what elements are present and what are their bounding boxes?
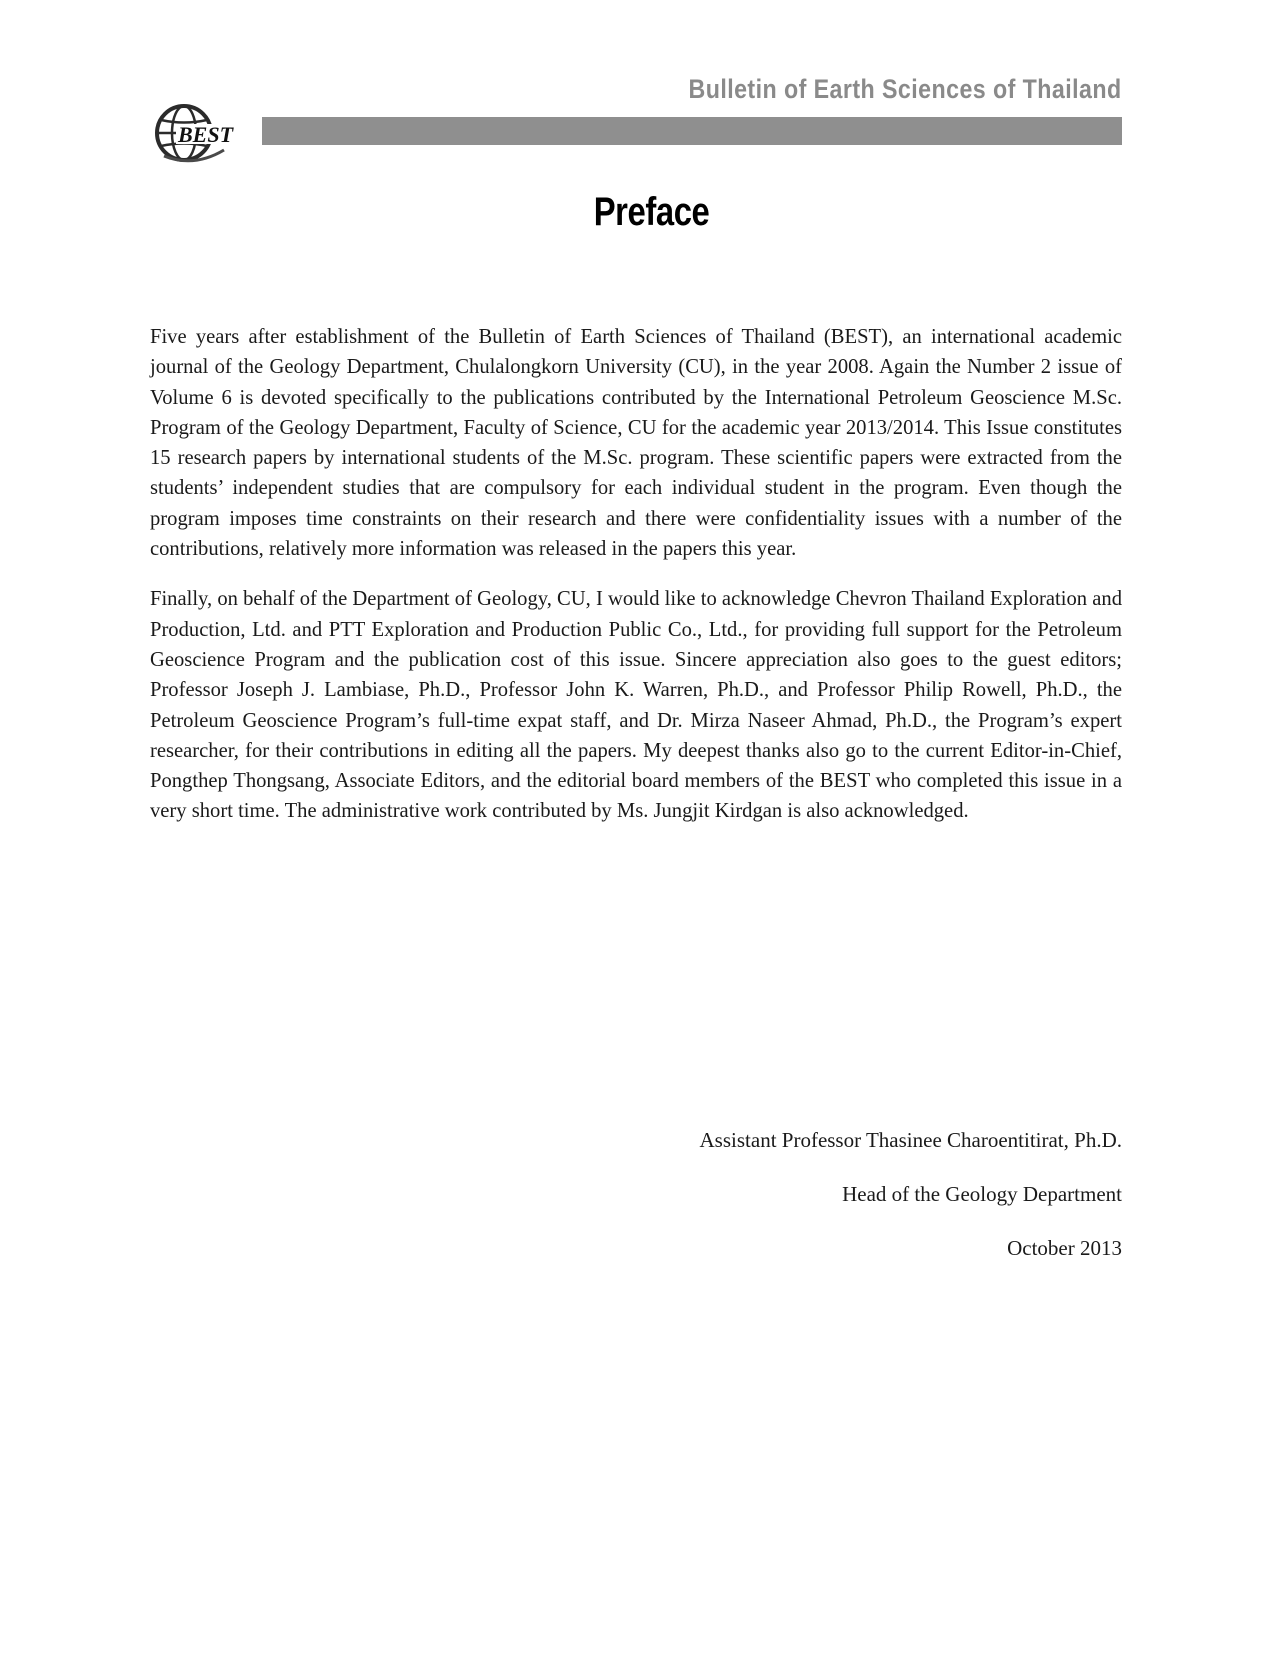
- signatory-name: Assistant Professor Thasinee Charoentitirat, Ph.D.: [699, 1128, 1122, 1152]
- signature-date: October 2013: [1007, 1236, 1122, 1260]
- best-logo: [154, 98, 254, 168]
- paragraph: Five years after establishment of the Bulletin of Earth Sciences of Thailand (BEST), an international academic journal of the Geology Department, Chulalongkorn University (CU), in the year 2008. Again the Number 2 issue of Volume 6 is devoted specifically to the publications contributed by the International Petroleum Geoscience M.Sc. Program of the Geology Department, Faculty of Science, CU for the academic year 2013/2014. This Issue constitutes 15 research papers by international students of the M.Sc. program. These scientific papers were extracted from the students’ independent studies that are compulsory for each individual student in the program. Even though the program imposes time constraints on their research and there were confidentiality issues with a number of the contributions, relatively more information was released in the papers this year.: [150, 326, 1122, 561]
- svg-text:BEST: BEST: [178, 122, 234, 147]
- page-title: [0, 190, 1284, 235]
- journal-title: Bulletin of Earth Sciences of Thailand: [688, 74, 1122, 104]
- paragraph: Finally, on behalf of the Department of Geology, CU, I would like to acknowledge Chevron Thailand Exploration and Production, Ltd. and PTT Exploration and Production Public Co., Ltd., for providing full support for the Petroleum Geoscience Program and the publication cost of this issue. Sincere appreciation also goes to the guest editors; Professor Joseph J. Lambiase, Ph.D., Professor John K. Warren, Ph.D., and Professor Philip Rowell, Ph.D., the Petroleum Geoscience Program’s full-time expat staff, and Dr. Mirza Naseer Ahmad, Ph.D., the Program’s expert researcher, for their contributions in editing all the papers. My deepest thanks also go to the current Editor-in-Chief, Pongthep Thongsang, Associate Editors, and the editorial board members of the BEST who completed this issue in a very short time. The administrative work contributed by Ms. Jungjit Kirdgan is also acknowledged.: [150, 588, 1122, 823]
- signature-block: [700, 1128, 1122, 1290]
- header-bar: [262, 117, 1122, 145]
- signatory-position: Head of the Geology Department: [842, 1182, 1122, 1206]
- body-text: [150, 322, 1122, 847]
- page-title-text: Preface: [594, 190, 710, 234]
